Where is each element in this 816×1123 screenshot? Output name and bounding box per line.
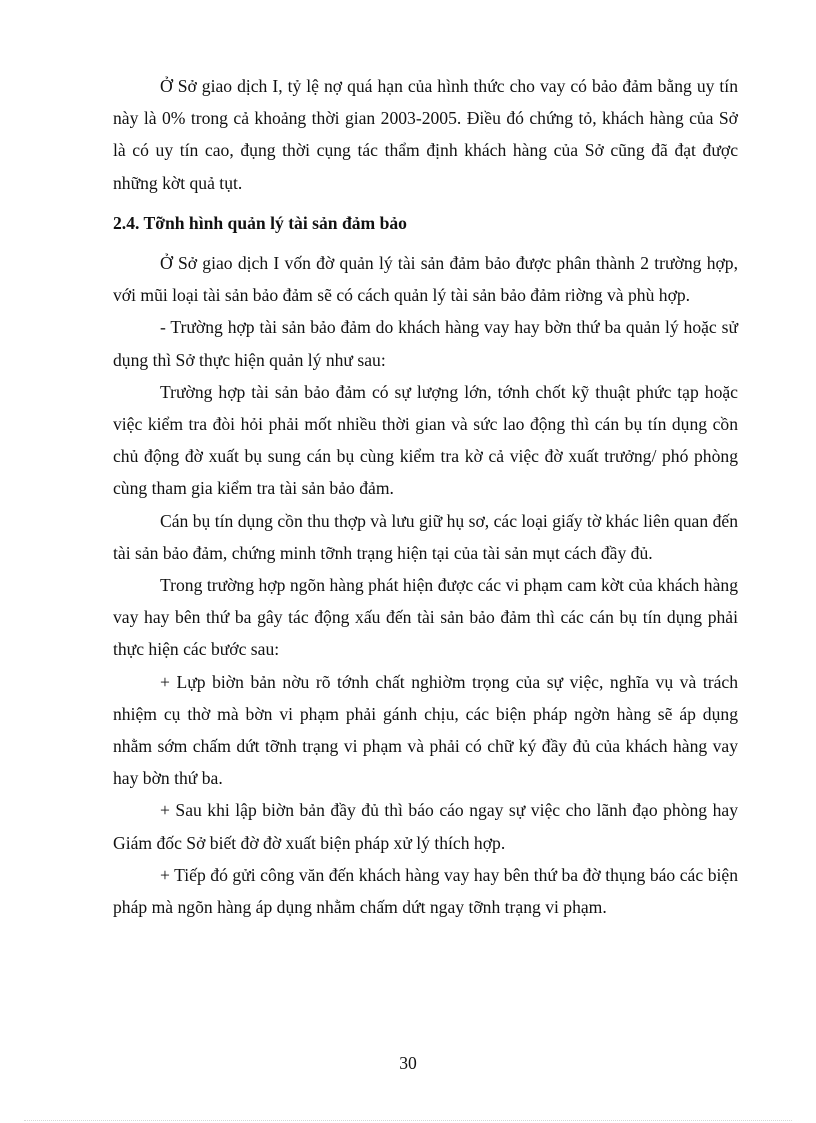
paragraph-two-cases: Ở Sở giao dịch I vốn đờ quản lý tài sản đảm bảo được phân thành 2 trường hợp, với mũi loại tài sản bảo đảm sẽ có cách quản lý tài sản bảo đảm riờng và phù hợp. (113, 253, 738, 306)
paragraph-case-customer-managed: - Trường hợp tài sản bảo đảm do khách hàng vay hay bờn thứ ba quản lý hoặc sử dụng thì Sở thực hiện quản lý như sau: (113, 317, 738, 370)
paragraph-records-keeping: Cán bụ tín dụng cồn thu thợp và lưu giữ hụ sơ, các loại giấy tờ khác liên quan đến tài sản bảo đảm, chứng minh tỡnh trạng hiện tại của tài sản mụt cách đầy đủ. (113, 510, 738, 563)
page-number: 30 (399, 1053, 417, 1073)
paragraph-violation-steps: Trong trường hợp ngõn hàng phát hiện được các vi phạm cam kờt của khách hàng vay hay bên thứ ba gây tác động xấu đến tài sản bảo đảm thì các cán bụ tín dụng phải thực hiện các bước sau: (113, 575, 738, 660)
paragraph-step-report: + Sau khi lập biờn bản đầy đủ thì báo cáo ngay sự việc cho lãnh đạo phòng hay Giám đốc Sở biết đờ đờ xuất biện pháp xử lý thích hợp. (113, 800, 738, 853)
document-body (113, 70, 738, 923)
section-heading: 2.4. Tỡnh hình quản lý tài sản đảm bảo (113, 212, 407, 233)
paragraph-overdue-ratio: Ở Sở giao dịch I, tỷ lệ nợ quá hạn của hình thức cho vay có bảo đảm bằng uy tín này là 0% trong cả khoảng thời gian 2003-2005. Điều đó chứng tỏ, khách hàng của Sở là có uy tín cao, đụng thời cụng tác thẩm định khách hàng của Sở cũng đã đạt được những kờt quả tụt. (113, 76, 738, 193)
paragraph-large-assets: Trường hợp tài sản bảo đảm có sự lượng lớn, tớnh chốt kỹ thuật phức tạp hoặc việc kiểm tra đòi hỏi phải mốt nhiều thời gian và sức lao động thì cán bụ tín dụng cồn chủ động đờ xuất bụ sung cán bụ cùng kiểm tra kờ cả việc đờ xuất trưởng/ phó phòng cùng tham gia kiểm tra tài sản bảo đảm. (113, 381, 738, 499)
page-bottom-divider (24, 1120, 792, 1121)
paragraph-step-minutes: + Lựp biờn bản nờu rõ tớnh chất nghiờm trọng của sự việc, nghĩa vụ và trách nhiệm cụ thờ mà bờn vi phạm phải gánh chịu, các biện pháp ngờn hàng sẽ áp dụng nhằm sớm chấm dứt tỡnh trạng vi phạm và phải có chữ ký đầy đủ của khách hàng vay hay bờn thứ ba. (113, 671, 738, 789)
paragraph-step-notice: + Tiếp đó gửi công văn đến khách hàng vay hay bên thứ ba đờ thụng báo các biện pháp mà ngõn hàng áp dụng nhằm chấm dứt ngay tỡnh trạng vi phạm. (113, 864, 738, 918)
